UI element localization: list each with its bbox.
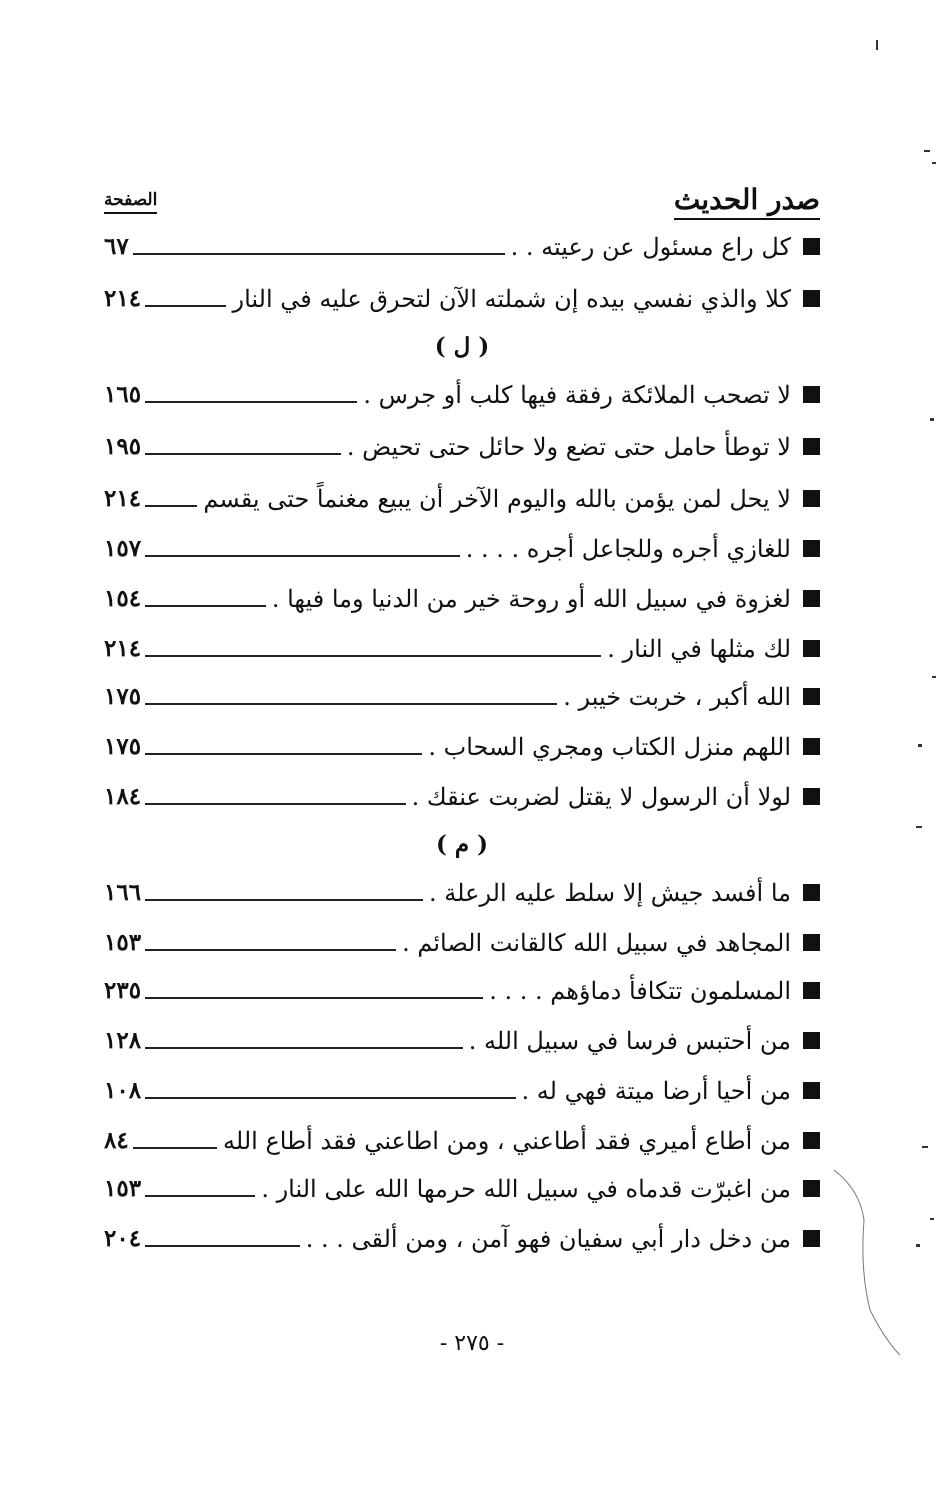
square-bullet-icon xyxy=(803,934,820,951)
page-number: ٢١٤ xyxy=(104,485,142,512)
dotted-leader xyxy=(145,1047,463,1049)
dotted-leader xyxy=(145,1097,515,1099)
dotted-leader xyxy=(133,253,505,255)
square-bullet-icon xyxy=(803,640,820,657)
index-entry xyxy=(104,1216,820,1256)
hadith-text: كلا والذي نفسي بيده إن شملته الآن لتحرق عليه في النار xyxy=(232,285,791,313)
index-entry xyxy=(104,476,820,516)
dotted-leader xyxy=(133,1147,217,1149)
hadith-text: لا يحل لمن يؤمن بالله واليوم الآخر أن يبيع مغنماً حتى يقسم xyxy=(203,485,791,513)
page-number: ٦٧ xyxy=(104,233,129,260)
scan-mark xyxy=(932,676,936,678)
square-bullet-icon xyxy=(803,290,820,307)
hadith-text: للغازي أجره وللجاعل أجره . . . . xyxy=(465,535,791,563)
index-entry xyxy=(104,1166,820,1206)
dotted-leader xyxy=(145,655,601,657)
square-bullet-icon xyxy=(803,1180,820,1197)
dotted-leader xyxy=(145,1245,300,1247)
hadith-text: لغزوة في سبيل الله أو روحة خير من الدنيا وما فيها . xyxy=(271,585,791,613)
hadith-text: من أحتبس فرسا في سبيل الله . xyxy=(468,1027,791,1055)
square-bullet-icon xyxy=(803,1230,820,1247)
index-entry xyxy=(104,276,820,316)
index-entry xyxy=(104,626,820,666)
index-header xyxy=(104,182,820,222)
page-number: ٢٣٥ xyxy=(104,977,142,1004)
dotted-leader xyxy=(145,555,460,557)
index-entry xyxy=(104,424,820,464)
index-entry xyxy=(104,870,820,910)
scan-mark xyxy=(922,1146,928,1148)
page-number: ١٥٣ xyxy=(104,1175,142,1202)
page-number: ١٦٦ xyxy=(104,879,142,906)
scan-mark xyxy=(876,40,878,50)
square-bullet-icon xyxy=(803,590,820,607)
index-entry xyxy=(104,968,820,1008)
page-number: ٢٠٤ xyxy=(104,1225,142,1252)
page-number: ١٢٨ xyxy=(104,1027,142,1054)
hadith-text: الله أكبر ، خربت خيبر . xyxy=(563,683,791,711)
hadith-text: كل راع مسئول عن رعيته . . xyxy=(510,233,791,261)
page-number: ١٥٣ xyxy=(104,929,142,956)
dotted-leader xyxy=(145,703,557,705)
index-entry xyxy=(104,1068,820,1108)
page-number: ١٧٥ xyxy=(104,733,142,760)
scan-mark xyxy=(930,418,934,421)
square-bullet-icon xyxy=(803,884,820,901)
square-bullet-icon xyxy=(803,688,820,705)
square-bullet-icon xyxy=(803,1132,820,1149)
dotted-leader xyxy=(145,1195,255,1197)
hadith-text: من دخل دار أبي سفيان فهو آمن ، ومن ألقى . . . xyxy=(305,1225,791,1253)
index-entry xyxy=(104,1018,820,1058)
page-column-heading: الصفحة xyxy=(104,188,157,214)
index-entry xyxy=(104,920,820,960)
dotted-leader xyxy=(145,753,422,755)
square-bullet-icon xyxy=(803,1082,820,1099)
page-number: ٢١٤ xyxy=(104,635,142,662)
index-entry xyxy=(104,724,820,764)
dotted-leader xyxy=(145,899,423,901)
hadith-text: لولا أن الرسول لا يقتل لضربت عنقك . xyxy=(411,783,791,811)
square-bullet-icon xyxy=(803,738,820,755)
section-heading-lam: ( ل ) xyxy=(434,333,490,360)
square-bullet-icon xyxy=(803,490,820,507)
page-number: ١٩٥ xyxy=(104,433,142,460)
page-number: ١٠٨ xyxy=(104,1077,142,1104)
dotted-leader xyxy=(145,453,341,455)
hadith-column-heading: صدر الحديث xyxy=(674,182,820,220)
dotted-leader xyxy=(145,949,396,951)
page-number: ١٥٤ xyxy=(104,585,142,612)
square-bullet-icon xyxy=(803,982,820,999)
index-entry xyxy=(104,372,820,412)
square-bullet-icon xyxy=(803,386,820,403)
dotted-leader xyxy=(145,997,483,999)
scan-mark xyxy=(930,1218,934,1220)
dotted-leader xyxy=(145,505,197,507)
index-entry xyxy=(104,674,820,714)
page-footer-number: - ٢٧٥ - xyxy=(439,1331,505,1356)
square-bullet-icon xyxy=(803,238,820,255)
scan-mark xyxy=(916,1244,920,1247)
index-entry xyxy=(104,1118,820,1158)
section-heading-mim: ( م ) xyxy=(435,831,489,858)
dotted-leader xyxy=(145,803,406,805)
hadith-text: اللهم منزل الكتاب ومجري السحاب . xyxy=(428,733,791,761)
page-number: ٨٤ xyxy=(104,1127,129,1154)
page-number: ٢١٤ xyxy=(104,285,142,312)
scan-mark xyxy=(932,162,936,164)
hadith-text: من أحيا أرضا ميتة فهي له . xyxy=(521,1077,791,1105)
hadith-text: ما أفسد جيش إلا سلط عليه الرعلة . xyxy=(429,879,791,907)
index-entry xyxy=(104,774,820,814)
scan-mark xyxy=(924,150,930,152)
dotted-leader xyxy=(145,605,266,607)
square-bullet-icon xyxy=(803,788,820,805)
square-bullet-icon xyxy=(803,540,820,557)
hadith-text: من اغبرّت قدماه في سبيل الله حرمها الله على النار . xyxy=(261,1175,791,1203)
index-entry xyxy=(104,224,820,264)
index-entry xyxy=(104,576,820,616)
scan-mark xyxy=(918,744,922,747)
square-bullet-icon xyxy=(803,1032,820,1049)
hadith-text: المسلمون تتكافأ دماؤهم . . . . xyxy=(489,977,791,1005)
dotted-leader xyxy=(145,401,357,403)
hadith-text: لا توطأ حامل حتى تضع ولا حائل حتى تحيض . xyxy=(346,433,791,461)
page-number: ١٥٧ xyxy=(104,535,142,562)
scan-mark xyxy=(916,826,922,828)
hadith-text: من أطاع أميري فقد أطاعني ، ومن اطاعني فقد أطاع الله xyxy=(223,1127,791,1155)
hadith-text: لك مثلها في النار . xyxy=(607,635,791,663)
page-number: ١٨٤ xyxy=(104,783,142,810)
square-bullet-icon xyxy=(803,438,820,455)
index-entry xyxy=(104,526,820,566)
hadith-text: المجاهد في سبيل الله كالقانت الصائم . xyxy=(402,929,791,957)
page-number: ١٧٥ xyxy=(104,683,142,710)
dotted-leader xyxy=(145,305,226,307)
hadith-text: لا تصحب الملائكة رفقة فيها كلب أو جرس . xyxy=(363,381,791,409)
page-number: ١٦٥ xyxy=(104,381,142,408)
scan-stroke xyxy=(830,1160,910,1360)
